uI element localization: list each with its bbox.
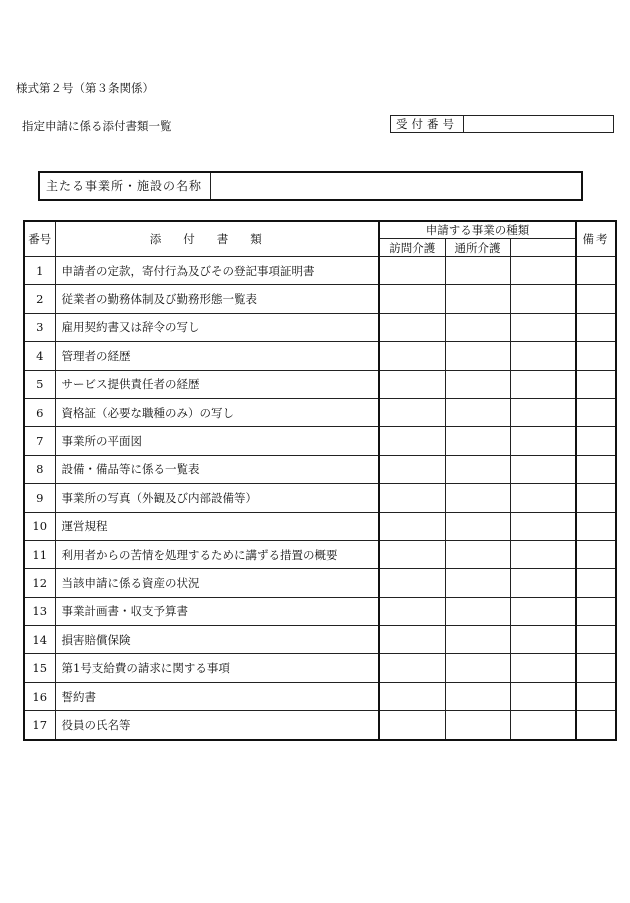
header-visit-care: 訪問介護 (379, 239, 445, 257)
document-name: 申請者の定款，寄付行為及びその登記事項証明書 (55, 257, 379, 285)
document-name: 第1号支給費の請求に関する事項 (55, 654, 379, 682)
check-visit-care[interactable] (379, 512, 445, 540)
document-name: 運営規程 (55, 512, 379, 540)
facility-name-label: 主たる事業所・施設の名称 (40, 173, 211, 199)
notes-cell[interactable] (576, 654, 616, 682)
row-number: 16 (24, 682, 55, 710)
check-day-care[interactable] (445, 285, 510, 313)
check-day-care[interactable] (445, 569, 510, 597)
check-visit-care[interactable] (379, 569, 445, 597)
table-row (24, 484, 616, 512)
table-row (24, 285, 616, 313)
document-name: 損害賠償保険 (55, 626, 379, 654)
check-other-service[interactable] (510, 512, 576, 540)
row-number: 4 (24, 342, 55, 370)
notes-cell[interactable] (576, 682, 616, 710)
row-number: 10 (24, 512, 55, 540)
check-day-care[interactable] (445, 257, 510, 285)
check-visit-care[interactable] (379, 626, 445, 654)
row-number: 5 (24, 370, 55, 398)
table-row (24, 597, 616, 625)
document-name: 誓約書 (55, 682, 379, 710)
check-visit-care[interactable] (379, 654, 445, 682)
check-day-care[interactable] (445, 427, 510, 455)
document-name: 当該申請に係る資産の状況 (55, 569, 379, 597)
document-title: 指定申請に係る添付書類一覧 (22, 119, 172, 133)
notes-cell[interactable] (576, 711, 616, 740)
row-number: 13 (24, 597, 55, 625)
header-notes: 備考 (576, 221, 616, 257)
check-visit-care[interactable] (379, 313, 445, 341)
check-visit-care[interactable] (379, 484, 445, 512)
check-visit-care[interactable] (379, 711, 445, 740)
notes-cell[interactable] (576, 512, 616, 540)
header-other-service (510, 239, 576, 257)
check-visit-care[interactable] (379, 682, 445, 710)
check-day-care[interactable] (445, 484, 510, 512)
notes-cell[interactable] (576, 285, 616, 313)
notes-cell[interactable] (576, 540, 616, 568)
table-row (24, 711, 616, 740)
check-day-care[interactable] (445, 540, 510, 568)
row-number: 11 (24, 540, 55, 568)
check-other-service[interactable] (510, 257, 576, 285)
table-row (24, 427, 616, 455)
check-other-service[interactable] (510, 342, 576, 370)
check-visit-care[interactable] (379, 427, 445, 455)
attachments-table (23, 220, 617, 741)
check-visit-care[interactable] (379, 455, 445, 483)
document-name: 事業所の写真（外観及び内部設備等） (55, 484, 379, 512)
notes-cell[interactable] (576, 370, 616, 398)
table-row (24, 257, 616, 285)
check-visit-care[interactable] (379, 540, 445, 568)
row-number: 3 (24, 313, 55, 341)
table-row (24, 654, 616, 682)
facility-name-field[interactable] (211, 173, 581, 199)
notes-cell[interactable] (576, 398, 616, 426)
check-day-care[interactable] (445, 512, 510, 540)
document-name: 利用者からの苦情を処理するために講ずる措置の概要 (55, 540, 379, 568)
check-day-care[interactable] (445, 626, 510, 654)
row-number: 8 (24, 455, 55, 483)
notes-cell[interactable] (576, 342, 616, 370)
notes-cell[interactable] (576, 313, 616, 341)
check-visit-care[interactable] (379, 370, 445, 398)
form-id: 様式第２号（第３条関係） (16, 81, 154, 95)
document-name: 管理者の経歴 (55, 342, 379, 370)
document-name: 従業者の勤務体制及び勤務形態一覧表 (55, 285, 379, 313)
check-day-care[interactable] (445, 313, 510, 341)
check-other-service[interactable] (510, 484, 576, 512)
reception-number-label: 受付番号 (391, 116, 464, 132)
notes-cell[interactable] (576, 455, 616, 483)
table-row (24, 569, 616, 597)
check-visit-care[interactable] (379, 398, 445, 426)
notes-cell[interactable] (576, 484, 616, 512)
check-other-service[interactable] (510, 540, 576, 568)
table-row (24, 682, 616, 710)
table-row (24, 455, 616, 483)
row-number: 17 (24, 711, 55, 740)
check-other-service[interactable] (510, 654, 576, 682)
check-visit-care[interactable] (379, 257, 445, 285)
check-other-service[interactable] (510, 597, 576, 625)
document-name: サービス提供責任者の経歴 (55, 370, 379, 398)
check-day-care[interactable] (445, 682, 510, 710)
document-name: 資格証（必要な職種のみ）の写し (55, 398, 379, 426)
check-other-service[interactable] (510, 285, 576, 313)
table-row (24, 342, 616, 370)
check-visit-care[interactable] (379, 597, 445, 625)
row-number: 6 (24, 398, 55, 426)
check-day-care[interactable] (445, 455, 510, 483)
check-visit-care[interactable] (379, 342, 445, 370)
table-row (24, 512, 616, 540)
row-number: 12 (24, 569, 55, 597)
check-day-care[interactable] (445, 370, 510, 398)
table-row (24, 313, 616, 341)
document-name: 事業計画書・収支予算書 (55, 597, 379, 625)
check-day-care[interactable] (445, 597, 510, 625)
facility-name-box (38, 171, 583, 201)
check-day-care[interactable] (445, 342, 510, 370)
document-name: 事業所の平面図 (55, 427, 379, 455)
document-name: 設備・備品等に係る一覧表 (55, 455, 379, 483)
check-day-care[interactable] (445, 654, 510, 682)
row-number: 2 (24, 285, 55, 313)
check-other-service[interactable] (510, 313, 576, 341)
table-row (24, 398, 616, 426)
row-number: 15 (24, 654, 55, 682)
reception-number-box (390, 115, 614, 133)
notes-cell[interactable] (576, 569, 616, 597)
check-other-service[interactable] (510, 370, 576, 398)
notes-cell[interactable] (576, 597, 616, 625)
check-day-care[interactable] (445, 711, 510, 740)
table-row (24, 540, 616, 568)
row-number: 1 (24, 257, 55, 285)
row-number: 7 (24, 427, 55, 455)
check-other-service[interactable] (510, 569, 576, 597)
check-other-service[interactable] (510, 427, 576, 455)
check-other-service[interactable] (510, 398, 576, 426)
header-attachments: 添付書類 (55, 221, 379, 257)
table-row (24, 370, 616, 398)
check-other-service[interactable] (510, 455, 576, 483)
table-row (24, 626, 616, 654)
notes-cell[interactable] (576, 257, 616, 285)
notes-cell[interactable] (576, 427, 616, 455)
header-number: 番号 (24, 221, 55, 257)
check-other-service[interactable] (510, 711, 576, 740)
header-apply-group: 申請する事業の種類 (379, 221, 576, 239)
check-visit-care[interactable] (379, 285, 445, 313)
check-other-service[interactable] (510, 682, 576, 710)
row-number: 14 (24, 626, 55, 654)
notes-cell[interactable] (576, 626, 616, 654)
document-name: 役員の氏名等 (55, 711, 379, 740)
reception-number-field[interactable] (464, 116, 613, 132)
check-day-care[interactable] (445, 398, 510, 426)
header-day-care: 通所介護 (445, 239, 510, 257)
check-other-service[interactable] (510, 626, 576, 654)
row-number: 9 (24, 484, 55, 512)
document-name: 雇用契約書又は辞令の写し (55, 313, 379, 341)
